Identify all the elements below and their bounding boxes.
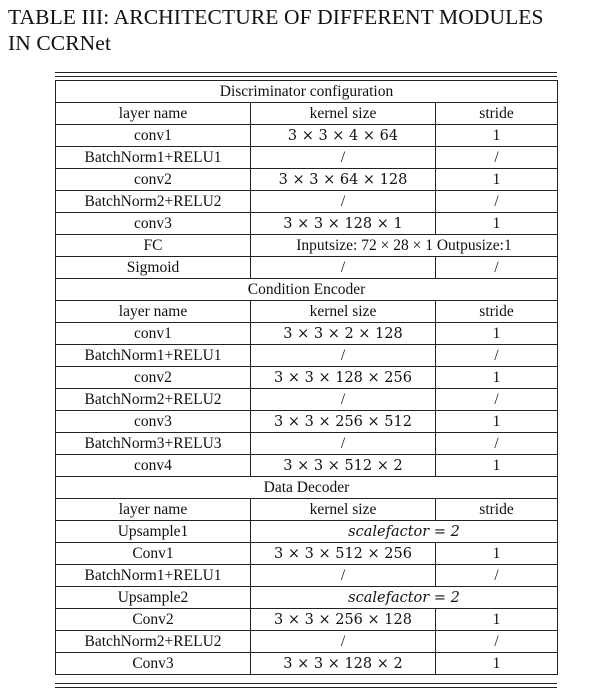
table-caption	[8, 4, 600, 56]
layer-name-cell: BatchNorm1+RELU1	[56, 345, 251, 367]
table-row	[56, 609, 558, 631]
stride-cell: 1	[436, 653, 558, 675]
table-row	[56, 367, 558, 389]
layer-name-cell: Upsample2	[56, 587, 251, 609]
layer-name-cell: Conv3	[56, 653, 251, 675]
kernel-size-cell: 3 × 3 × 256 × 512	[251, 411, 436, 433]
stride-cell: /	[436, 147, 558, 169]
table-row	[56, 147, 558, 169]
header-kernel-size: kernel size	[251, 301, 436, 323]
section-title: Condition Encoder	[56, 279, 558, 301]
table-row	[56, 323, 558, 345]
table-row	[56, 411, 558, 433]
kernel-size-cell: /	[251, 631, 436, 653]
kernel-size-cell: 3 × 3 × 64 × 128	[251, 169, 436, 191]
kernel-size-cell: 3 × 3 × 512 × 2	[251, 455, 436, 477]
section-title: Discriminator configuration	[56, 81, 558, 103]
table-row	[56, 653, 558, 675]
kernel-size-cell: /	[251, 191, 436, 213]
layer-name-cell: Upsample1	[56, 521, 251, 543]
section-title-row	[56, 81, 558, 103]
table-row	[56, 631, 558, 653]
architecture-table-body	[56, 81, 558, 675]
layer-name-cell: conv3	[56, 411, 251, 433]
header-stride: stride	[436, 103, 558, 125]
kernel-size-cell: /	[251, 389, 436, 411]
table-row	[56, 125, 558, 147]
kernel-size-cell: 3 × 3 × 128 × 1	[251, 213, 436, 235]
bottom-double-rule-lower	[55, 687, 557, 688]
header-kernel-size: kernel size	[251, 103, 436, 125]
kernel-size-cell: /	[251, 433, 436, 455]
layer-name-cell: Conv1	[56, 543, 251, 565]
bottom-double-rule-upper	[55, 683, 557, 684]
header-stride: stride	[436, 499, 558, 521]
stride-cell: /	[436, 257, 558, 279]
kernel-size-cell: 3 × 3 × 512 × 256	[251, 543, 436, 565]
layer-name-cell: conv4	[56, 455, 251, 477]
kernel-size-cell: /	[251, 257, 436, 279]
kernel-size-cell: 3 × 3 × 256 × 128	[251, 609, 436, 631]
kernel-size-cell: 3 × 3 × 128 × 2	[251, 653, 436, 675]
kernel-size-cell: /	[251, 565, 436, 587]
table-row	[56, 213, 558, 235]
layer-name-cell: Sigmoid	[56, 257, 251, 279]
header-kernel-size: kernel size	[251, 499, 436, 521]
merged-spec-cell: Inputsize: 72 × 28 × 1 Outpusize:1	[251, 235, 558, 257]
architecture-table	[55, 80, 558, 675]
layer-name-cell: conv2	[56, 367, 251, 389]
layer-name-cell: Conv2	[56, 609, 251, 631]
kernel-size-cell: 3 × 3 × 4 × 64	[251, 125, 436, 147]
table-row	[56, 389, 558, 411]
stride-cell: 1	[436, 323, 558, 345]
header-stride: stride	[436, 301, 558, 323]
layer-name-cell: conv3	[56, 213, 251, 235]
section-title-row	[56, 279, 558, 301]
table-row	[56, 565, 558, 587]
stride-cell: 1	[436, 543, 558, 565]
caption-line-2: IN CCRNet	[8, 31, 112, 55]
layer-name-cell: FC	[56, 235, 251, 257]
table-row	[56, 191, 558, 213]
table-row	[56, 543, 558, 565]
stride-cell: 1	[436, 609, 558, 631]
header-layer-name: layer name	[56, 103, 251, 125]
stride-cell: 1	[436, 169, 558, 191]
column-header-row	[56, 301, 558, 323]
stride-cell: /	[436, 345, 558, 367]
stride-cell: 1	[436, 367, 558, 389]
layer-name-cell: BatchNorm2+RELU2	[56, 389, 251, 411]
stride-cell: /	[436, 565, 558, 587]
section-title-row	[56, 477, 558, 499]
table-row	[56, 521, 558, 543]
caption-line-1: TABLE III: ARCHITECTURE OF DIFFERENT MODULES	[8, 5, 544, 29]
layer-name-cell: BatchNorm1+RELU1	[56, 147, 251, 169]
section-title: Data Decoder	[56, 477, 558, 499]
layer-name-cell: BatchNorm2+RELU2	[56, 191, 251, 213]
merged-spec-cell: scalefactor = 2	[251, 587, 558, 609]
header-layer-name: layer name	[56, 301, 251, 323]
column-header-row	[56, 103, 558, 125]
layer-name-cell: conv2	[56, 169, 251, 191]
table-row	[56, 433, 558, 455]
column-header-row	[56, 499, 558, 521]
table-row	[56, 257, 558, 279]
header-layer-name: layer name	[56, 499, 251, 521]
stride-cell: 1	[436, 125, 558, 147]
kernel-size-cell: 3 × 3 × 128 × 256	[251, 367, 436, 389]
stride-cell: /	[436, 631, 558, 653]
table-row	[56, 235, 558, 257]
stride-cell: 1	[436, 455, 558, 477]
merged-spec-cell: scalefactor = 2	[251, 521, 558, 543]
table-row	[56, 169, 558, 191]
stride-cell: 1	[436, 411, 558, 433]
layer-name-cell: BatchNorm3+RELU3	[56, 433, 251, 455]
top-double-rule-upper	[55, 72, 557, 73]
layer-name-cell: conv1	[56, 125, 251, 147]
table-row	[56, 345, 558, 367]
layer-name-cell: BatchNorm2+RELU2	[56, 631, 251, 653]
table-row	[56, 587, 558, 609]
layer-name-cell: conv1	[56, 323, 251, 345]
stride-cell: /	[436, 433, 558, 455]
table-row	[56, 455, 558, 477]
top-double-rule-lower	[55, 76, 557, 77]
kernel-size-cell: 3 × 3 × 2 × 128	[251, 323, 436, 345]
layer-name-cell: BatchNorm1+RELU1	[56, 565, 251, 587]
stride-cell: /	[436, 191, 558, 213]
kernel-size-cell: /	[251, 147, 436, 169]
stride-cell: 1	[436, 213, 558, 235]
stride-cell: /	[436, 389, 558, 411]
kernel-size-cell: /	[251, 345, 436, 367]
